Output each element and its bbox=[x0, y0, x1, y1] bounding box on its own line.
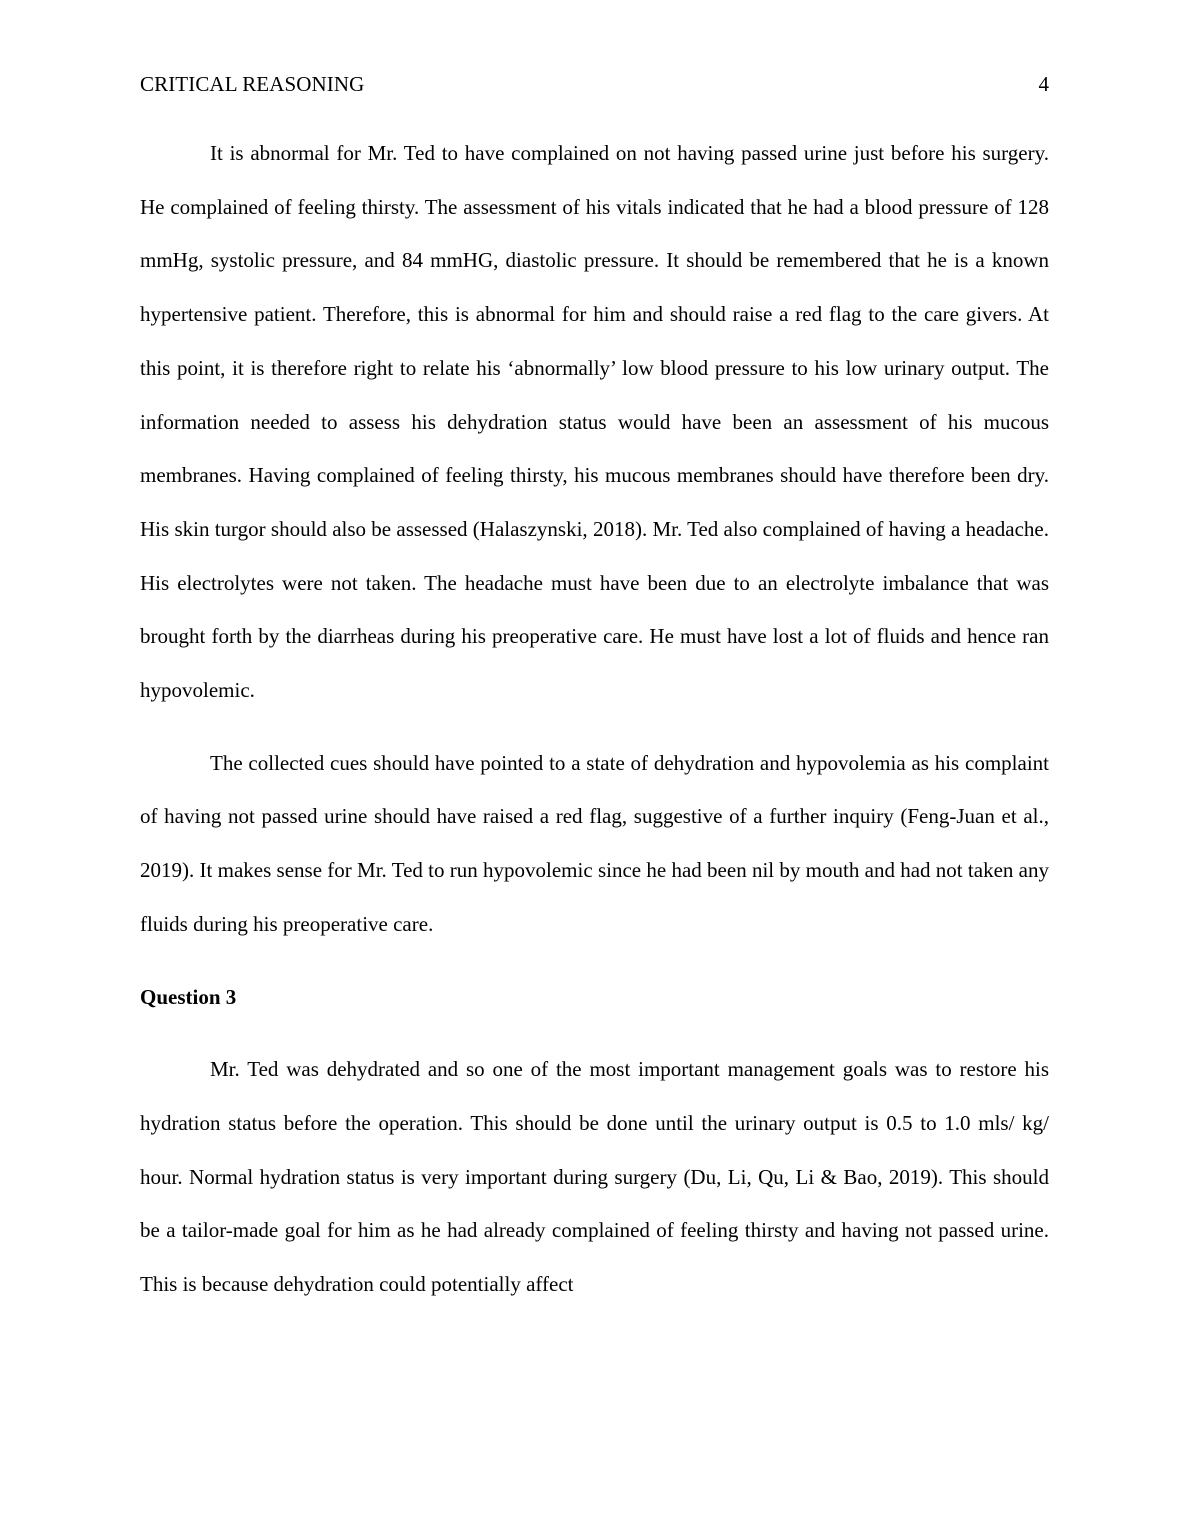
page-number: 4 bbox=[1038, 72, 1049, 96]
running-head: CRITICAL REASONING bbox=[140, 72, 365, 96]
heading-question-3: Question 3 bbox=[140, 984, 237, 1009]
body-text bbox=[140, 127, 1049, 1331]
paragraph-assessment: It is abnormal for Mr. Ted to have complained on not having passed urine just before his surgery. He complained of feeling thirsty. The assessment of his vitals indicated that he had a blood pressure of 128 mmHg, systolic pressure, and 84 mmHG, diastolic pressure. It should be remembered that he is a known hypertensive patient. Therefore, this is abnormal for him and should raise a red flag to the care givers. At this point, it is therefore right to relate his ‘abnormally’ low blood pressure to his low urinary output. The information needed to assess his dehydration status would have been an assessment of his mucous membranes. Having complained of feeling thirsty, his mucous membranes should have therefore been dry. His skin turgor should also be assessed (Halaszynski, 2018). Mr. Ted also complained of having a headache. His electrolytes were not taken. The headache must have been due to an electrolyte imbalance that was brought forth by the diarrheas during his preoperative care. He must have lost a lot of fluids and hence ran hypovolemic. bbox=[140, 141, 1049, 703]
paragraph-cues: The collected cues should have pointed to a state of dehydration and hypovolemia as his complaint of having not passed urine should have raised a red flag, suggestive of a further inquiry (Feng-Juan et al., 2019). It makes sense for Mr. Ted to run hypovolemic since he had been nil by mouth and had not taken any fluids during his preoperative care. bbox=[140, 750, 1049, 936]
paragraph-management-goals: Mr. Ted was dehydrated and so one of the most important management goals was to restore his hydration status before the operation. This should be done until the urinary output is 0.5 to 1.0 mls/ kg/ hour. Normal hydration status is very important during surgery (Du, Li, Qu, Li & Bao, 2019). This should be a tailor-made goal for him as he had already complained of feeling thirsty and having not passed urine. This is because dehydration could potentially affect bbox=[140, 1057, 1049, 1297]
